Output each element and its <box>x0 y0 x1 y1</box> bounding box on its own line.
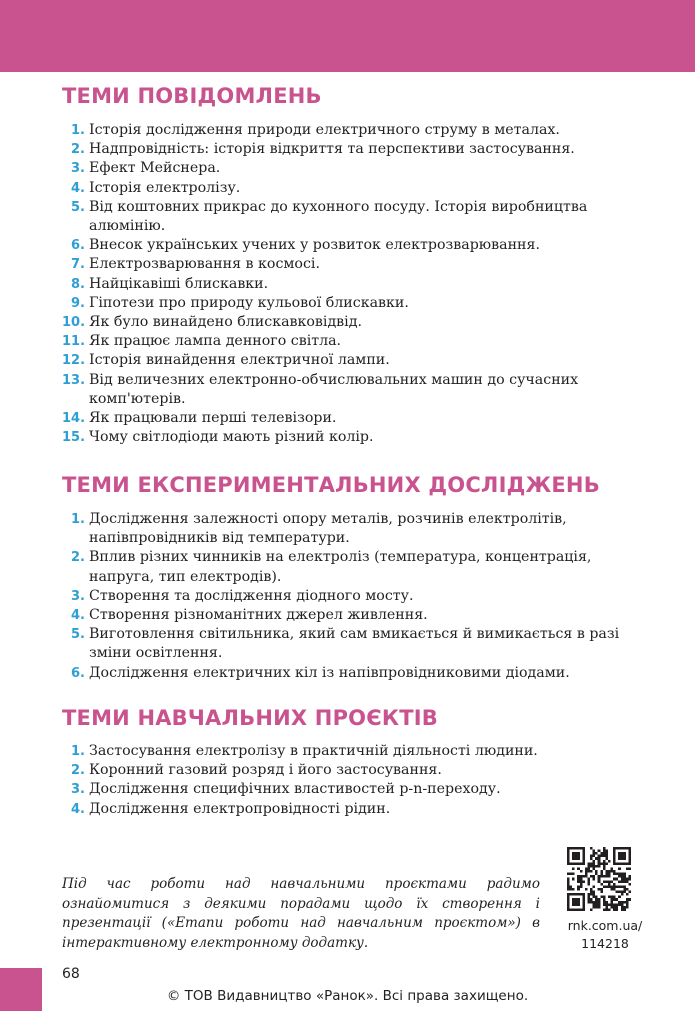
item-number: 2. <box>71 550 85 566</box>
list-item <box>62 236 632 255</box>
item-number: 4. <box>71 608 85 624</box>
item-number: 6. <box>71 238 85 254</box>
item-number: 4. <box>71 180 85 196</box>
list-item <box>62 625 632 663</box>
item-number: 7. <box>71 257 85 273</box>
resource-link-code[interactable]: 114218 <box>581 936 629 951</box>
item-text: Дослідження електричних кіл із напівпровідниковими діодами. <box>89 664 570 681</box>
section-title-projects: ТЕМИ НАВЧАЛЬНИХ ПРОЄКТІВ <box>62 706 438 730</box>
item-text: Дослідження специфічних властивостей p-n-переходу. <box>89 781 501 798</box>
item-number: 10. <box>62 315 86 331</box>
list-item <box>62 179 632 198</box>
item-number: 11. <box>62 334 86 350</box>
item-number: 1. <box>71 512 85 527</box>
list-item <box>62 121 632 140</box>
item-number: 3. <box>71 588 85 604</box>
item-text: Дослідження електропровідності рідин. <box>89 800 391 817</box>
item-number: 5. <box>71 199 85 215</box>
copyright-footer: © ТОВ Видавництво «Ранок». Всі права захищено. <box>166 988 529 1004</box>
item-number: 2. <box>71 142 85 158</box>
item-text: Історія винайдення електричної лампи. <box>89 352 390 369</box>
list-item <box>62 255 632 274</box>
list-item <box>62 510 632 548</box>
list-experiments <box>62 510 632 683</box>
item-text: Застосування електролізу в практичній діяльності людини. <box>89 743 538 759</box>
item-number: 5. <box>71 627 85 643</box>
resource-link[interactable] <box>555 917 655 953</box>
item-number: 15. <box>62 430 86 446</box>
item-text: Електрозварювання в космосі. <box>89 256 320 273</box>
item-number: 1. <box>71 123 85 138</box>
item-number: 8. <box>71 276 85 292</box>
list-projects <box>62 742 632 819</box>
item-text: Найцікавіші блискавки. <box>89 275 269 292</box>
item-number: 4. <box>71 801 85 817</box>
item-number: 14. <box>62 411 86 427</box>
item-text: Дослідження залежності опору металів, розчинів електролітів, напівпровідників від температури. <box>89 511 567 547</box>
list-reports <box>62 121 632 447</box>
item-text: Як працювали перші телевізори. <box>89 410 337 427</box>
list-item <box>62 409 632 428</box>
list-item <box>62 587 632 606</box>
list-item <box>62 428 632 447</box>
list-item <box>62 780 632 799</box>
item-number: 12. <box>62 353 86 369</box>
list-item <box>62 800 632 819</box>
list-item <box>62 198 632 236</box>
list-item <box>62 606 632 625</box>
item-number: 3. <box>71 782 85 798</box>
item-number: 2. <box>71 763 85 779</box>
item-text: Як було винайдено блискавковідвід. <box>89 314 362 331</box>
item-text: Ефект Мейснера. <box>89 160 221 177</box>
item-number: 3. <box>71 161 85 177</box>
item-text: Від коштовних прикрас до кухонного посуду. Історія виробництва алюмінію. <box>89 198 588 235</box>
list-item <box>62 761 632 780</box>
list-item <box>62 140 632 159</box>
item-text: Надпровідність: історія відкриття та перспективи застосування. <box>89 141 575 158</box>
item-text: Історія дослідження природи електричного струму в металах. <box>89 122 560 138</box>
item-text: Коронний газовий розряд і його застосування. <box>89 762 442 779</box>
page-number: 68 <box>62 966 80 982</box>
section-title-reports: ТЕМИ ПОВІДОМЛЕНЬ <box>62 84 322 108</box>
section-title-experiments: ТЕМИ ЕКСПЕРИМЕНТАЛЬНИХ ДОСЛІДЖЕНЬ <box>62 473 600 497</box>
item-number: 6. <box>71 665 85 681</box>
item-text: Історія електролізу. <box>89 179 241 196</box>
resource-link-url[interactable]: rnk.com.ua/ <box>567 918 643 933</box>
list-item <box>62 664 632 683</box>
item-number: 1. <box>71 744 85 759</box>
list-item <box>62 351 632 370</box>
item-number: 9. <box>71 295 85 311</box>
list-item <box>62 548 632 586</box>
top-decorative-bar <box>0 0 695 72</box>
qr-code-icon[interactable] <box>567 847 631 911</box>
list-item <box>62 371 632 409</box>
item-text: Внесок українських учених у розвиток електрозварювання. <box>89 237 540 254</box>
list-item <box>62 332 632 351</box>
item-text: Створення та дослідження діодного мосту. <box>89 587 414 604</box>
item-number: 13. <box>62 372 86 388</box>
item-text: Створення різноманітних джерел живлення. <box>89 607 428 624</box>
item-text: Чому світлодіоди мають різний колір. <box>89 429 374 446</box>
list-item <box>62 159 632 178</box>
item-text: Виготовлення світильника, який сам вмикається й вимикається в разі зміни освітлення. <box>89 626 620 662</box>
list-item <box>62 742 632 761</box>
list-item <box>62 294 632 313</box>
item-text: Гіпотези про природу кульової блискавки. <box>89 294 409 311</box>
list-item <box>62 313 632 332</box>
item-text: Від величезних електронно-обчислювальних машин до сучасних комп'ютерів. <box>89 371 579 407</box>
list-item <box>62 275 632 294</box>
project-note: Під час роботи над навчальними проєктами радимо ознайомитися з деякими порадами щодо їх створення і презентації («Етапи роботи над навчальним проєктом») в інтерактивному електронному додатку. <box>62 876 540 951</box>
item-text: Як працює лампа денного світла. <box>89 333 342 350</box>
item-text: Вплив різних чинників на електроліз (температура, концентрація, напруга, тип електродів). <box>89 549 592 585</box>
